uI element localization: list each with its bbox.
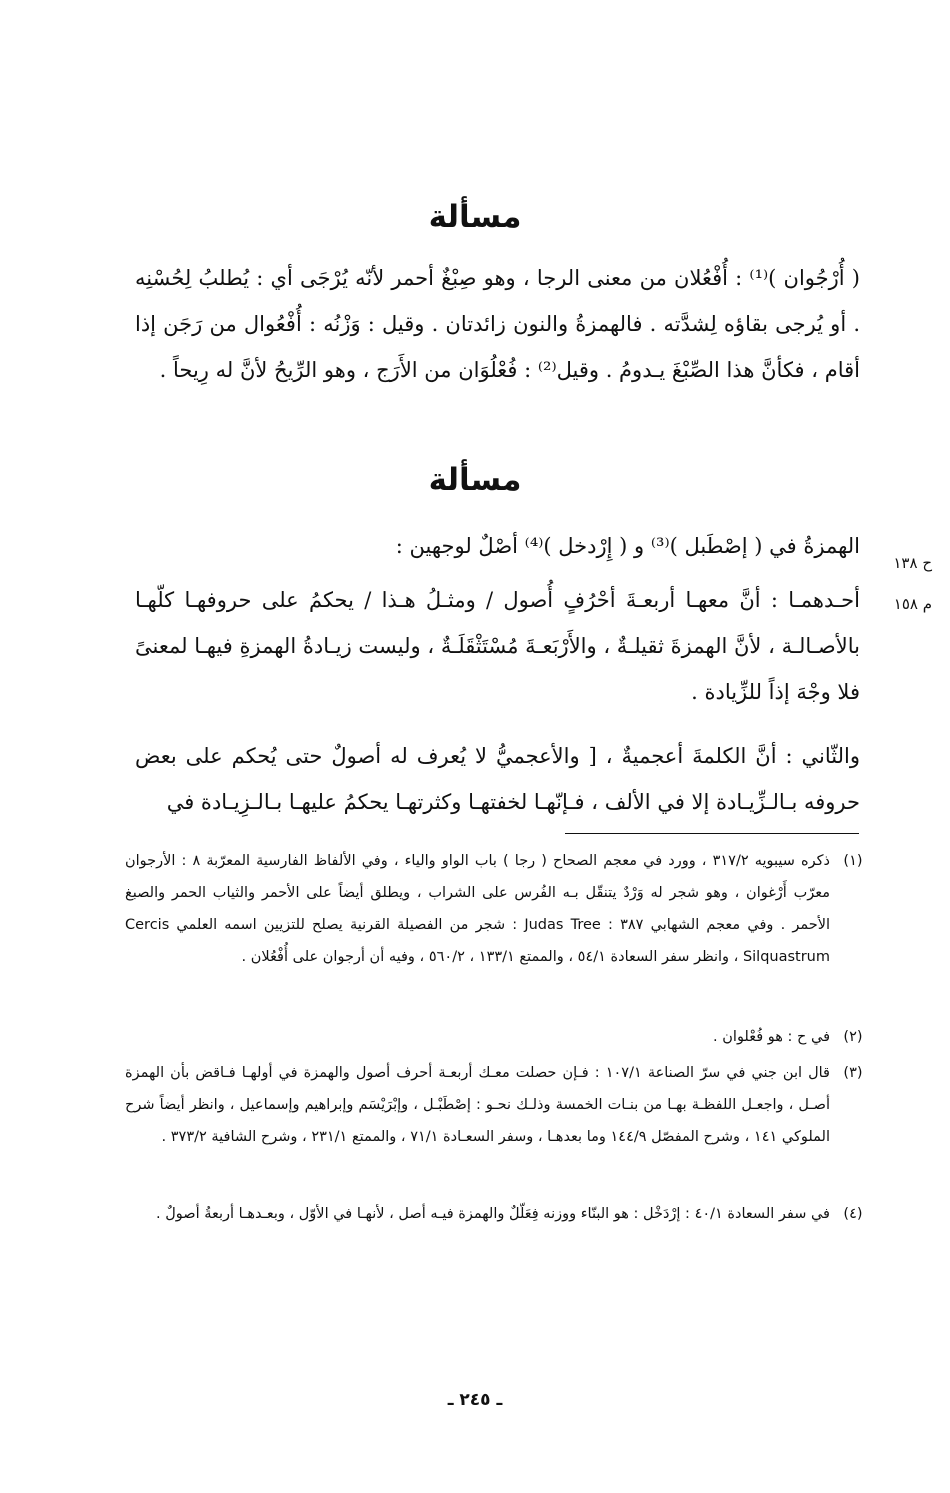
margin-note-ha: ح ١٣٨ — [893, 554, 932, 572]
section-1-heading: مسألة — [428, 199, 522, 235]
second-reason-paragraph: والثّاني : أنَّ الكلمةَ أعجميةٌ ، [ والأعجميُّ لا يُعرف له أصولٌ حتى يُحكم على بعض حروفه بـالـزِّيـادة إلا في الألف ، فـإنّهـا لخفتهـا وكثرتهـا يحكمُ عليهـا بـالـزِيـادة في — [135, 744, 860, 814]
footnote-separator — [565, 833, 859, 834]
footnote-4-text: في سفر السعادة ٤٠/١ : إرْدَخْل : هو البنّاء ووزنه فِعَلّلٌ والهمزة فيـه أصل ، لأنهـا في الأوّل ، وبعـدهـا أربعةُ أصولٌ . — [156, 1206, 830, 1222]
footnote-2-number: (٢) — [843, 1029, 863, 1045]
first-reason-paragraph: أحـدهمـا : أنَّ معهـا أربعـةَ أحْرُفٍ أُصول / ومثـلُ هـذا / يحكمُ على حروفهـا كلّهـا بالأصـالـة ، لأنَّ الهمزةَ ثقيلـةٌ ، والأَرْبَعـةَ مُسْتَثْقَلَـةٌ ، وليست زيـادةُ الهمزةِ فيهـا لمعنىً فلا وجْهَ إذاً للزِّيادة . — [135, 588, 860, 704]
footnote-1-text: ذكره سيبويه ٣١٧/٢ ، وورد في معجم الصحاح ( رجا ) باب الواو والياء ، وفي الألفاظ الفارسية المعرّبة ٨ : الأرجوان معرّب أَرْغوان ، وهو شجر له وَرْدٌ يتنقّل بـه الفُرس على الشراب ، ويطلق أيضاً على الأحمر والثياب الحمر والصبغ الأحمر . وفي معجم الشهابي ٣٨٧ : Judas Tree : شجر من الفصيلة القرنية يصلح للتزيين اسمه العلمي Cercis Silquastrum ، وانظر سفر السعادة ٥٤/١ ، والممتع ١٣٣/١ ، ٥٦٠/٢ ، وفيه أن أرجوان على أُفْعُلان . — [125, 853, 830, 965]
footnote-3-number: (٣) — [843, 1065, 863, 1081]
page-number: ـ ٢٤٥ ـ — [447, 1390, 503, 1410]
footnote-4-number: (٤) — [843, 1206, 863, 1222]
section-2-intro: الهمزةُ في ( إصْطَبل )⁽³⁾ و ( إِرْدخل )⁽⁴⁾ أصْلٌ لوجهين : — [395, 534, 860, 558]
footnote-2-text: في ح : هو فُعْلوان . — [713, 1029, 830, 1045]
margin-note-mim: م ١٥٨ — [893, 595, 932, 613]
footnote-3-text: قال ابن جني في سرّ الصناعة ١٠٧/١ : فـإن حصلت معـك أربعـة أحرف أصول والهمزة في أولهـا فـاقض بأن الهمزة أصـل ، واجعـل اللفظـة بهـا من بنـات الخمسة وذلـك نحـو : إصْطَبْـل ، وإبْرَيْسَم وإبراهيم وإسماعيل ، وانظر أيضاً شرح الملوكي ١٤١ ، وشرح المفصّل ١٤٤/٩ وما بعدهـا ، وسفر السعـادة ٧١/١ ، والممتع ٢٣١/١ ، وشرح الشافية ٣٧٣/٢ . — [125, 1065, 830, 1145]
section-1-paragraph: ( أُرْجُوان )⁽¹⁾ : أُفْعُلان من معنى الرجا ، وهو صِبْغٌ أحمر لأنّه يُرْجَى أي : يُطلبُ لِحُسْنِه . أو يُرجى بقاؤه لِشدَّته . فالهمزةُ والنون زائدتان . وقيل : وَزْنُه : أُفْعُوال من رَجَن إذا أقام ، فكأنَّ هذا الصِّبْغَ يـدومُ . وقيل⁽²⁾ : فُعْلُوَان من الأَرَج ، وهو الرِّيحُ لأنَّ له رِيحاً . — [135, 266, 860, 382]
section-2-heading: مسألة — [428, 462, 522, 498]
footnote-1-number: (١) — [843, 853, 863, 869]
